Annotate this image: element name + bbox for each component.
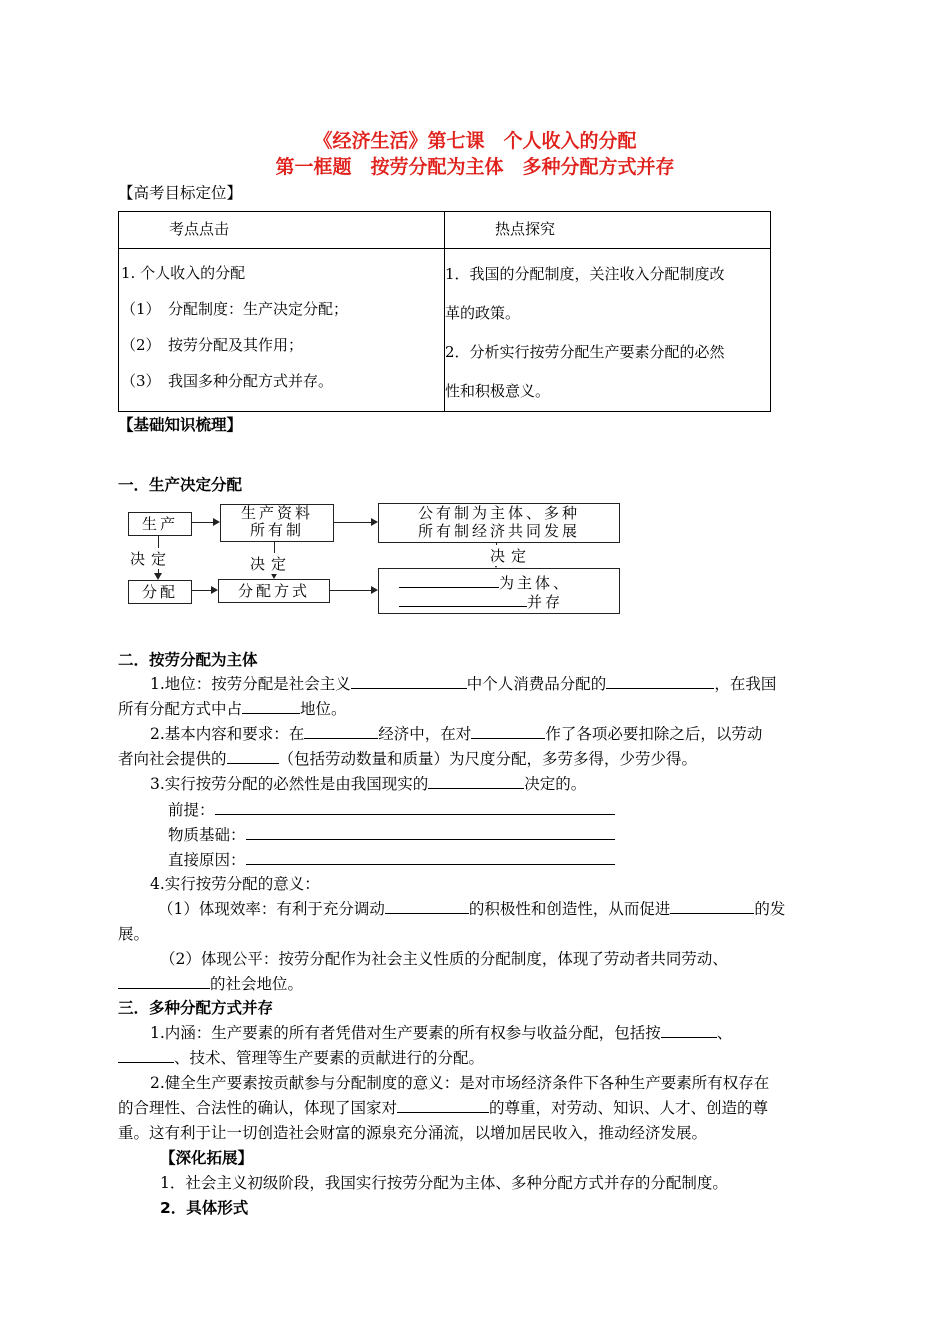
text: 、技术、管理等生产要素的贡献进行的分配。 xyxy=(174,1049,485,1067)
s2-paragraph-4: 4.实行按劳分配的意义： xyxy=(150,875,320,893)
decide-label: 决定 xyxy=(490,547,533,565)
col1-line: （2） 按劳分配及其作用； xyxy=(121,336,304,354)
arrow-right xyxy=(333,522,376,523)
table-header-cell xyxy=(445,212,771,249)
text: ，在我国 xyxy=(714,675,777,693)
blank[interactable] xyxy=(351,674,467,689)
text: 1.地位：按劳分配是社会主义 xyxy=(150,675,351,693)
result-line2: 并存 xyxy=(527,593,564,611)
col2-line: 2．分析实行按劳分配生产要素分配的必然 xyxy=(445,343,725,361)
text: 决定的。 xyxy=(524,775,587,793)
result-line1: 为主体、 xyxy=(499,574,572,592)
text: 中个人消费品分配的 xyxy=(466,675,607,693)
text: 3.实行按劳分配的必然性是由我国现实的 xyxy=(150,775,429,793)
text: 地位。 xyxy=(300,700,347,718)
col2-line: 1．我国的分配制度，关注收入分配制度改 xyxy=(445,265,725,283)
text: 2.基本内容和要求：在 xyxy=(150,725,305,743)
col2-header: 热点探究 xyxy=(495,220,556,238)
s2-paragraph-3 xyxy=(150,772,586,794)
blank[interactable] xyxy=(304,724,378,739)
s2-paragraph-4-2: （2）体现公平：按劳分配作为社会主义性质的分配制度，体现了劳动者共同劳动、 xyxy=(160,950,728,968)
box-distribution: 分配 xyxy=(128,580,192,604)
blank[interactable] xyxy=(661,1023,717,1038)
blank[interactable] xyxy=(670,899,754,914)
s3-paragraph-2c: 重。这有利于让一切创造社会财富的源泉充分涌流，以增加居民收入，推动经济发展。 xyxy=(118,1124,708,1142)
blank[interactable] xyxy=(471,724,545,739)
box-distribution-method: 分配方式 xyxy=(218,579,330,603)
arrow-right xyxy=(191,590,216,591)
blank[interactable] xyxy=(242,699,300,714)
basic-heading: 【基础知识梳理】 xyxy=(118,416,243,434)
s3-paragraph-1 xyxy=(150,1021,732,1043)
blank[interactable] xyxy=(606,674,714,689)
deepen-heading: 【深化拓展】 xyxy=(160,1149,254,1167)
blank[interactable] xyxy=(397,1098,489,1113)
col1-header: 考点点击 xyxy=(169,220,230,238)
blank[interactable] xyxy=(227,749,279,764)
s2-paragraph-1 xyxy=(150,672,776,694)
table-body-cell xyxy=(445,249,771,412)
decide-label: 决定 xyxy=(130,550,173,568)
section2-heading: 二．按劳分配为主体 xyxy=(118,651,258,669)
text: 的合理性、合法性的确认，体现了国家对 xyxy=(118,1099,398,1117)
text: 的积极性和创造性，从而促进 xyxy=(468,900,671,918)
s3-paragraph-1b xyxy=(118,1046,484,1068)
text: 1.内涵：生产要素的所有者凭借对生产要素的所有权参与收益分配，包括按 xyxy=(150,1024,661,1042)
s2-paragraph-2 xyxy=(150,722,762,744)
table-header-cell xyxy=(119,212,445,249)
s2-paragraph-4-1 xyxy=(158,897,785,919)
text: 直接原因： xyxy=(168,851,246,869)
s3-paragraph-2b xyxy=(118,1096,768,1118)
text: 的发 xyxy=(754,900,786,918)
text: 前提： xyxy=(168,801,215,819)
material-basis-line xyxy=(168,823,615,845)
s2-paragraph-4-2b xyxy=(118,972,303,994)
text: 者向社会提供的 xyxy=(118,750,227,768)
col2-line: 性和积极意义。 xyxy=(445,382,551,400)
text: 物质基础： xyxy=(168,826,246,844)
blank[interactable] xyxy=(385,899,469,914)
text: 所有分配方式中占 xyxy=(118,700,243,718)
exam-target-table xyxy=(118,211,771,412)
blank[interactable] xyxy=(118,974,210,989)
text: 、 xyxy=(716,1024,733,1042)
col1-line: （1） 分配制度：生产决定分配； xyxy=(121,300,349,318)
blank[interactable] xyxy=(246,825,615,840)
blank[interactable] xyxy=(118,1048,174,1063)
s2-paragraph-2b xyxy=(118,747,697,769)
direct-reason-line xyxy=(168,848,615,870)
text: 作了各项必要扣除之后，以劳动 xyxy=(545,725,763,743)
table-body-cell xyxy=(119,249,445,412)
col2-line: 革的政策。 xyxy=(445,304,521,322)
deepen-paragraph-2: 2．具体形式 xyxy=(160,1199,249,1217)
text: 的尊重，对劳动、知识、人才、创造的尊 xyxy=(489,1099,769,1117)
text: （包括劳动数量和质量）为尺度分配，多劳多得，少劳少得。 xyxy=(278,750,698,768)
s3-paragraph-2: 2.健全生产要素按贡献参与分配制度的意义：是对市场经济条件下各种生产要素所有权存在 xyxy=(150,1074,770,1092)
blank[interactable] xyxy=(215,800,615,815)
page-title: 《经济生活》第七课 个人收入的分配 xyxy=(313,130,637,152)
arrow-right xyxy=(329,590,376,591)
text: 经济中，在对 xyxy=(378,725,472,743)
section1-heading: 一．生产决定分配 xyxy=(118,476,243,494)
premise-line xyxy=(168,798,615,820)
decide-label: 决定 xyxy=(250,555,293,573)
text: （1）体现效率：有利于充分调动 xyxy=(158,900,385,918)
page-subtitle: 第一框题 按劳分配为主体 多种分配方式并存 xyxy=(275,156,675,178)
blank[interactable] xyxy=(428,774,524,789)
box-result xyxy=(378,568,620,614)
col1-line: （3） 我国多种分配方式并存。 xyxy=(121,372,334,390)
text: 的社会地位。 xyxy=(210,975,304,993)
s2-paragraph-4-1b: 展。 xyxy=(118,925,150,943)
box-public-ownership: 公有制为主体、多种 所有制经济共同发展 xyxy=(378,503,620,543)
s2-paragraph-1b xyxy=(118,697,347,719)
target-heading: 【高考目标定位】 xyxy=(118,184,243,202)
deepen-paragraph-1: 1．社会主义初级阶段，我国实行按劳分配为主体、多种分配方式并存的分配制度。 xyxy=(160,1174,728,1192)
blank[interactable] xyxy=(399,592,527,607)
section3-heading: 三．多种分配方式并存 xyxy=(118,999,274,1017)
blank[interactable] xyxy=(399,573,499,588)
col1-line: 1. 个人收入的分配 xyxy=(121,264,246,282)
arrow-right xyxy=(191,522,218,523)
box-production: 生产 xyxy=(128,512,192,536)
box-ownership: 生产资料 所有制 xyxy=(220,504,334,542)
blank[interactable] xyxy=(246,850,615,865)
